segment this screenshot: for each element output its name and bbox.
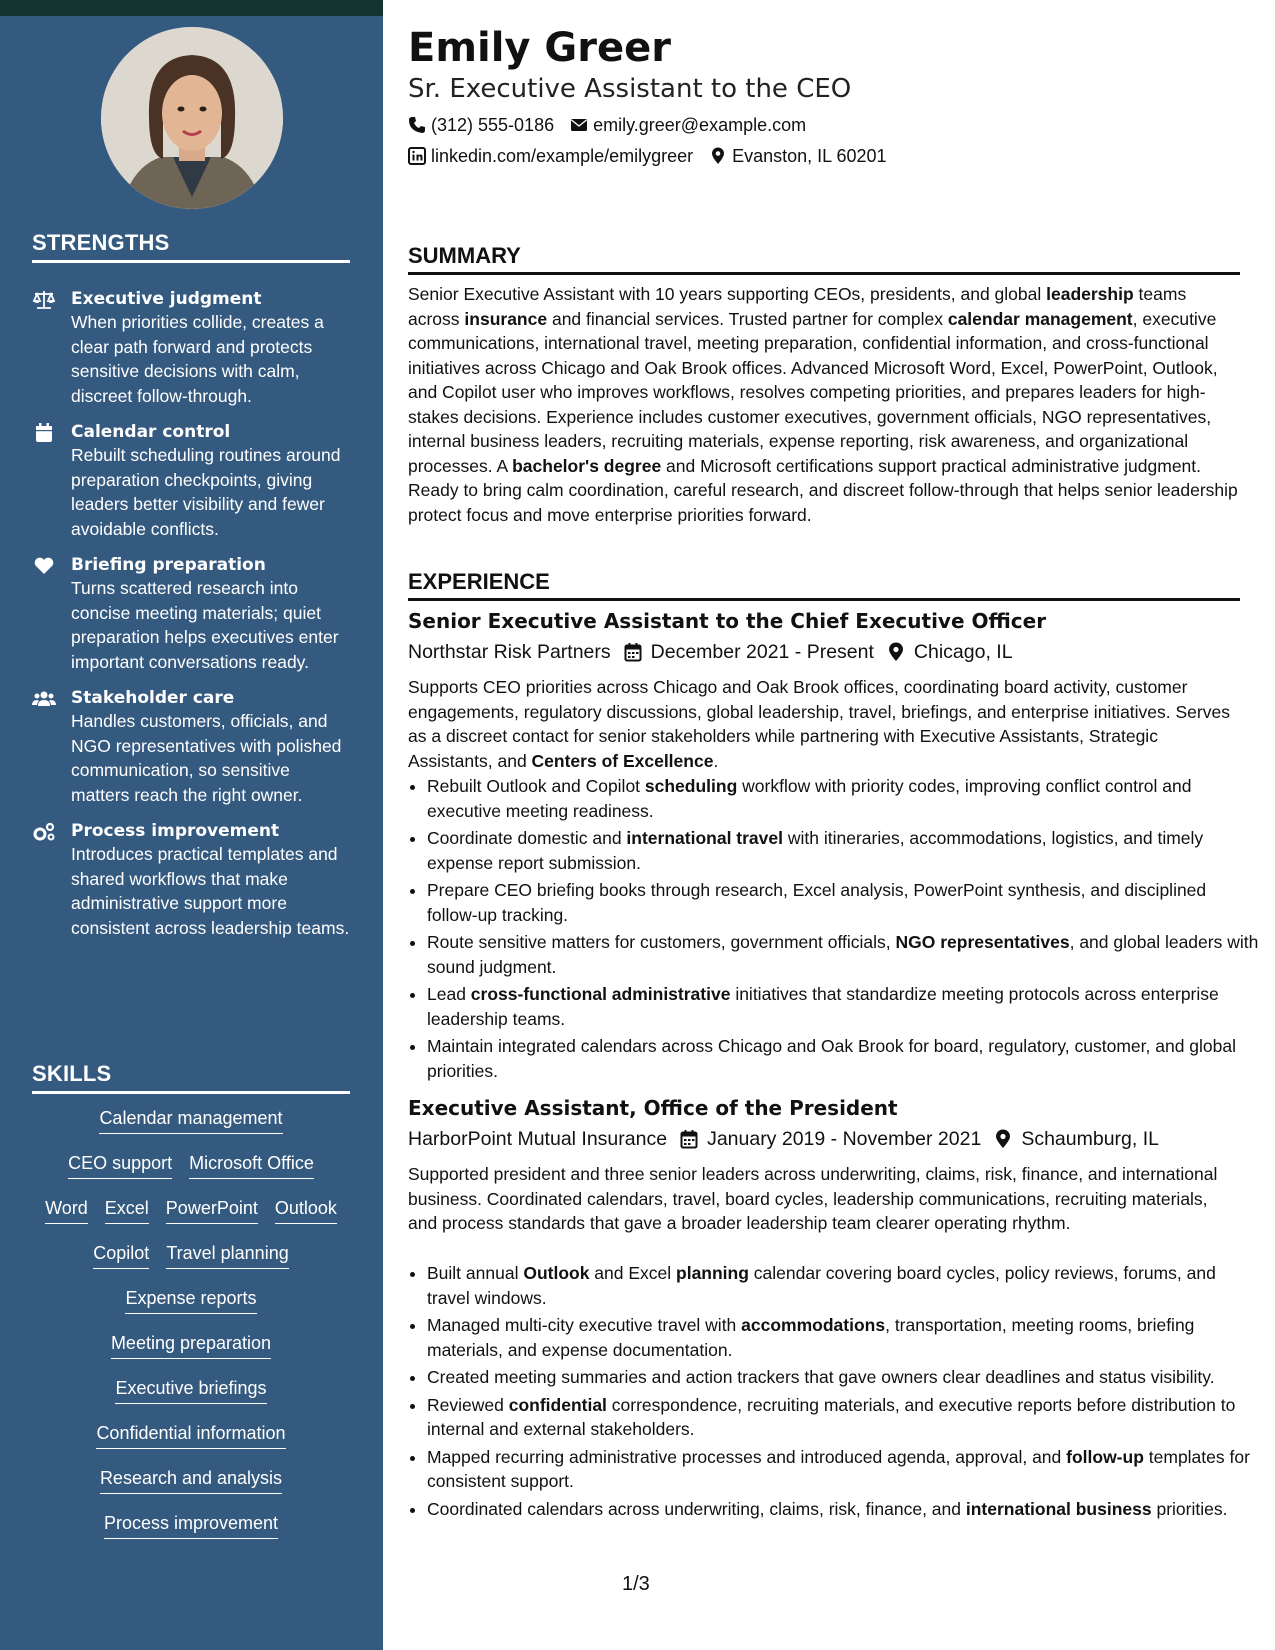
- email-text: emily.greer@example.com: [593, 115, 807, 135]
- job-location-text: Schaumburg, IL: [1021, 1128, 1159, 1150]
- job-bullet: • Built annual Outlook and Excel planning calendar covering board cycles, policy reviews, forums, and travel windows.: [427, 1261, 1259, 1310]
- skill-row: [32, 1286, 350, 1331]
- job-bullet: • Route sensitive matters for customers, government officials, NGO representatives, and global leaders with sound judgment.: [427, 930, 1259, 979]
- skill-row: [32, 1376, 350, 1421]
- emphasis-text: accommodations: [741, 1315, 886, 1335]
- strength-item: [32, 421, 352, 541]
- emphasis-text: NGO representatives: [895, 932, 1070, 952]
- skill-tag: Process improvement: [104, 1511, 278, 1539]
- emphasis-text: bachelor's degree: [512, 455, 662, 476]
- emphasis-text: cross-functional administrative: [470, 984, 731, 1004]
- gears-icon: [32, 822, 56, 842]
- job-bullets: [408, 774, 1259, 1086]
- strength-item: [32, 288, 352, 408]
- strengths-heading: STRENGTHS: [32, 230, 350, 263]
- skill-tag: Calendar management: [99, 1106, 282, 1134]
- strength-title: Executive judgment: [71, 289, 262, 309]
- page-number: 1/3: [622, 1573, 650, 1595]
- skill-tag: CEO support: [68, 1151, 172, 1179]
- job-meta: [408, 639, 1013, 665]
- strength-item: [32, 554, 352, 674]
- job-description: Supports CEO priorities across Chicago and Oak Brook offices, coordinating board activity, customer engagements, regulatory discussions, global leadership, travel, briefings, and enterprise initiatives. Serves as a discreet contact for senior stakeholders while partnering with Executive Assistants, Strategic Assistants, and Centers of Excellence.: [408, 677, 1230, 771]
- job-bullet: • Mapped recurring administrative processes and introduced agenda, approval, and follow-up templates for consistent support.: [427, 1445, 1259, 1494]
- strength-title: Briefing preparation: [71, 555, 266, 575]
- contact-email[interactable]: [570, 113, 806, 137]
- location-text: Evanston, IL 60201: [732, 146, 887, 166]
- skill-tag: Confidential information: [96, 1421, 285, 1449]
- emphasis-text: planning: [676, 1263, 749, 1283]
- job-bullet: • Coordinated calendars across underwriting, claims, risk, finance, and international business priorities.: [427, 1497, 1259, 1522]
- job-location: [993, 1126, 1159, 1152]
- job-title: Executive Assistant, Office of the President: [408, 1096, 898, 1120]
- strength-desc: When priorities collide, creates a clear path forward and protects sensitive decisions with calm, discreet follow-through.: [71, 312, 324, 406]
- linkedin-text: linkedin.com/example/emilygreer: [431, 146, 694, 166]
- envelope-icon: [570, 116, 588, 134]
- skill-tag: Outlook: [275, 1196, 337, 1224]
- job-dates-text: December 2021 - Present: [650, 641, 874, 663]
- phone-text: (312) 555-0186: [431, 115, 555, 135]
- sidebar-top-bar: [0, 0, 383, 16]
- skill-row: [32, 1511, 350, 1556]
- calendar-icon: [32, 423, 56, 443]
- emphasis-text: leadership: [1046, 284, 1134, 304]
- job-bullet: • Lead cross-functional administrative initiatives that standardize meeting protocols across enterprise leadership teams.: [427, 982, 1259, 1031]
- job-company: Northstar Risk Partners: [408, 641, 611, 663]
- job-meta: [408, 1126, 1159, 1152]
- skill-tag: Executive briefings: [115, 1376, 266, 1404]
- job-bullets: [408, 1261, 1259, 1524]
- strength-title: Process improvement: [71, 821, 280, 841]
- map-pin-icon: [709, 147, 727, 165]
- job-bullet: • Coordinate domestic and international travel with itineraries, accommodations, logistics, and timely expense report submission.: [427, 826, 1259, 875]
- emphasis-text: scheduling: [644, 776, 738, 796]
- linkedin-icon: [408, 147, 426, 165]
- summary-text: Senior Executive Assistant with 10 years supporting CEOs, presidents, and global leadership teams across insurance and financial services. Trusted partner for complex calendar management, executive communications, international travel, meeting preparation, confidential information, and cross-functional initiatives across Chicago and Oak Brook offices. Advanced Microsoft Word, Excel, PowerPoint, Outlook, and Copilot user who improves workflows, resolves competing priorities, and prepares leaders for high-stakes decisions. Experience includes customer executives, government officials, NGO representatives, internal business leaders, recruiting materials, expense reporting, risk awareness, and organizational processes. A bachelor's degree and Microsoft certifications support practical administrative judgment. Ready to bring calm coordination, careful research, and discreet follow-through that helps senior leadership protect focus and move enterprise priorities forward.: [408, 284, 1238, 525]
- skill-row: [32, 1241, 350, 1286]
- candidate-title: Sr. Executive Assistant to the CEO: [408, 74, 852, 104]
- strength-desc: Introduces practical templates and shared workflows that make administrative support more consistent across leadership teams.: [71, 844, 350, 938]
- contact-phone[interactable]: [408, 113, 554, 137]
- emphasis-text: calendar management: [947, 308, 1133, 329]
- skill-tag: Excel: [105, 1196, 149, 1224]
- candidate-name: Emily Greer: [408, 25, 671, 71]
- emphasis-text: insurance: [464, 308, 548, 329]
- strength-title: Stakeholder care: [71, 688, 235, 708]
- calendar-icon: [623, 642, 643, 662]
- skill-tag: Research and analysis: [100, 1466, 282, 1494]
- map-pin-icon: [993, 1129, 1013, 1149]
- job-bullet: • Rebuilt Outlook and Copilot scheduling workflow with priority codes, improving conflict control and executive meeting readiness.: [427, 774, 1259, 823]
- job-bullet: • Reviewed confidential correspondence, recruiting materials, and executive reports before distribution to internal and external stakeholders.: [427, 1393, 1259, 1442]
- job-bullet: • Prepare CEO briefing books through research, Excel analysis, PowerPoint synthesis, and disciplined follow-up tracking.: [427, 878, 1259, 927]
- skill-row: [32, 1151, 350, 1196]
- strength-desc: Rebuilt scheduling routines around preparation checkpoints, giving leaders better visibility and fewer avoidable conflicts.: [71, 445, 341, 539]
- job-location: [886, 639, 1013, 665]
- emphasis-text: Outlook: [523, 1263, 590, 1283]
- job-bullet: • Managed multi-city executive travel with accommodations, transportation, meeting rooms, briefing materials, and expense documentation.: [427, 1313, 1259, 1362]
- emphasis-text: Centers of Excellence: [531, 750, 714, 771]
- map-pin-icon: [886, 642, 906, 662]
- job-dates: [679, 1126, 981, 1152]
- profile-photo-illustration: [101, 27, 283, 209]
- emphasis-text: international travel: [626, 828, 783, 848]
- skill-row: [32, 1421, 350, 1466]
- heart-icon: [32, 556, 56, 576]
- skill-tag: Meeting preparation: [111, 1331, 271, 1359]
- skill-tag: PowerPoint: [166, 1196, 258, 1224]
- contact-row: [408, 113, 806, 137]
- job-dates: [623, 639, 874, 665]
- strength-title: Calendar control: [71, 422, 231, 442]
- users-icon: [32, 689, 56, 709]
- job-bullet: • Created meeting summaries and action trackers that gave owners clear deadlines and status visibility.: [427, 1365, 1259, 1390]
- strengths-list: [32, 288, 352, 953]
- job-dates-text: January 2019 - November 2021: [707, 1128, 982, 1150]
- skill-tag: Travel planning: [166, 1241, 288, 1269]
- summary-heading: SUMMARY: [408, 242, 1240, 275]
- job-location-text: Chicago, IL: [913, 641, 1013, 663]
- skill-row: [32, 1106, 350, 1151]
- strength-desc: Turns scattered research into concise meeting materials; quiet preparation helps executives enter important conversations ready.: [71, 578, 339, 672]
- phone-icon: [408, 116, 426, 134]
- skill-tag: Word: [45, 1196, 88, 1224]
- profile-photo: [101, 27, 283, 209]
- emphasis-text: international business: [965, 1498, 1152, 1519]
- skill-row: [32, 1331, 350, 1376]
- calendar-icon: [679, 1129, 699, 1149]
- skill-tag: Expense reports: [125, 1286, 256, 1314]
- skills-cloud: [32, 1106, 350, 1556]
- contact-linkedin[interactable]: [408, 144, 693, 168]
- emphasis-text: confidential: [508, 1394, 607, 1415]
- skills-heading: SKILLS: [32, 1061, 350, 1094]
- balance-scale-icon: [32, 290, 56, 310]
- emphasis-text: follow-up: [1066, 1446, 1144, 1467]
- contact-row: [408, 144, 887, 168]
- sidebar: [0, 0, 383, 1650]
- contact-location: [709, 144, 886, 168]
- skill-tag: Copilot: [93, 1241, 149, 1269]
- job-title: Senior Executive Assistant to the Chief Executive Officer: [408, 609, 1047, 633]
- job-bullet: • Maintain integrated calendars across Chicago and Oak Brook for board, regulatory, customer, and global priorities.: [427, 1034, 1259, 1083]
- strength-desc: Handles customers, officials, and NGO representatives with polished communication, so sensitive matters reach the right owner.: [71, 711, 342, 805]
- skill-row: [32, 1196, 350, 1241]
- skill-row: [32, 1466, 350, 1511]
- skill-tag: Microsoft Office: [189, 1151, 314, 1179]
- experience-heading: EXPERIENCE: [408, 568, 1240, 601]
- job-description: Supported president and three senior leaders across underwriting, claims, risk, finance, and international business. Coordinated calendars, travel, board cycles, leadership communications, recruiting materials, and process standards that gave a broader leadership team clearer operating rhythm.: [408, 1164, 1218, 1233]
- strength-item: [32, 820, 352, 940]
- strength-item: [32, 687, 352, 807]
- job-company: HarborPoint Mutual Insurance: [408, 1128, 668, 1150]
